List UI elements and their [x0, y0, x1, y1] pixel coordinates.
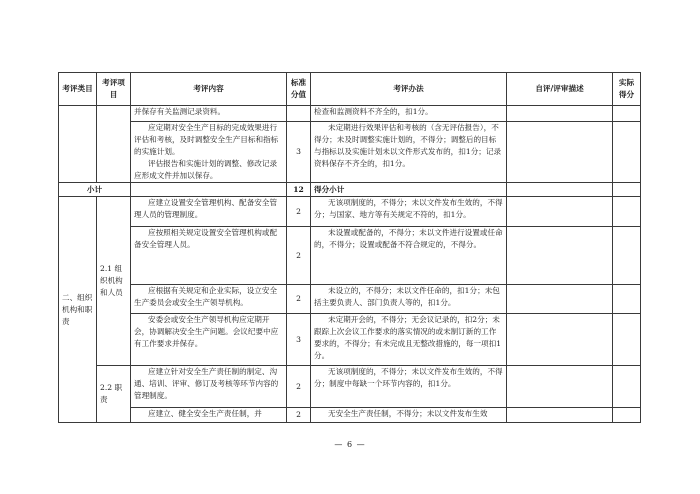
- table-row: [59, 227, 641, 285]
- method-cell: 未设置或配备的，不得分；未以文件进行设置或任命的，不得分；设置或配备不符合规定的，不得分。: [311, 227, 507, 285]
- method-cell: 无该项制度的，不得分；未以文件发布生效的，不得分；与国家、地方等有关规定不符的，扣1分。: [311, 197, 507, 227]
- content-cell: 安委会或安全生产领导机构应定期开会，协调解决安全生产问题。会议纪要中应有工作要求并保存。: [131, 314, 287, 366]
- table-row: [59, 366, 641, 408]
- score-cell: 2: [287, 197, 311, 227]
- actual-score-cell[interactable]: [613, 227, 641, 285]
- self-eval-cell[interactable]: [507, 122, 613, 183]
- subtotal-label: 小计: [59, 183, 131, 197]
- method-cell: 未定期开会的，不得分；无会议记录的，扣2分；未跟踪上次会议工作要求的落实情况的或未制订新的工作要求的，不得分；有未完成且无整改措施的，每一项扣1分。: [311, 314, 507, 366]
- subtotal-score: 12: [287, 183, 311, 197]
- actual-score-cell[interactable]: [613, 314, 641, 366]
- header-method: 考评办法: [311, 73, 507, 106]
- method-cell: 未定期进行效果评估和考核的（含无评估报告），不得分；未及时调整实施计划的，不得分；调整后的目标与指标以及实施计划未以文件形式发布的，扣1分；记录资料保存不齐全的，扣1分。: [311, 122, 507, 183]
- table-row: [59, 197, 641, 227]
- table-row: [59, 106, 641, 122]
- actual-score-cell[interactable]: [613, 106, 641, 122]
- table-row: [59, 408, 641, 423]
- method-cell: 未设立的，不得分；未以文件任命的，扣1分；未包括主要负责人、部门负责人等的，扣1分。: [311, 285, 507, 314]
- header-item: 考评项目: [97, 73, 131, 106]
- content-cell: 应建立、健全安全生产责任制，并: [131, 408, 287, 423]
- score-cell: 2: [287, 408, 311, 423]
- actual-score-cell[interactable]: [613, 408, 641, 423]
- method-text: 检查和监测资料不齐全的，扣1分。: [314, 107, 433, 116]
- content-cell: 应建立设置安全管理机构、配备安全管理人员的管理制度。: [131, 197, 287, 227]
- content-cell: 应根据有关规定和企业实际，设立安全生产委员会或安全生产领导机构。: [131, 285, 287, 314]
- self-eval-cell[interactable]: [507, 183, 613, 197]
- self-eval-cell[interactable]: [507, 366, 613, 408]
- score-cell: 2: [287, 227, 311, 285]
- actual-score-cell[interactable]: [613, 285, 641, 314]
- score-cell: 3: [287, 314, 311, 366]
- score-cell: 3: [287, 122, 311, 183]
- header-category: 考评类目: [59, 73, 97, 106]
- self-eval-cell[interactable]: [507, 314, 613, 366]
- content-cell: [131, 106, 287, 122]
- content-cell: 应按照相关规定设置安全管理机构或配备安全管理人员。: [131, 227, 287, 285]
- score-cell: 2: [287, 366, 311, 408]
- header-content: 考评内容: [131, 73, 287, 106]
- self-eval-cell[interactable]: [507, 106, 613, 122]
- header-score: 标准分值: [287, 73, 311, 106]
- category-cell-empty: [59, 106, 97, 183]
- actual-score-cell[interactable]: [613, 366, 641, 408]
- method-cell: 无安全生产责任制，不得分；未以文件发布生效: [311, 408, 507, 423]
- self-eval-cell[interactable]: [507, 197, 613, 227]
- content-text: 评估报告和实施计划的调整、修改记录应形成文件并加以保存。: [134, 159, 278, 180]
- method-cell: [311, 106, 507, 122]
- item-organization-personnel: 2.1 组织机构和人员: [97, 197, 131, 366]
- evaluation-table: [58, 72, 641, 423]
- self-eval-cell[interactable]: [507, 285, 613, 314]
- method-cell: 无该项制度的，不得分；未以文件发布生效的，不得分；制度中每缺一个环节内容的，扣1分。: [311, 366, 507, 408]
- page-number: — 6 —: [334, 440, 366, 449]
- actual-score-cell[interactable]: [613, 183, 641, 197]
- subtotal-row: [59, 183, 641, 197]
- header-actual: 实际得分: [613, 73, 641, 106]
- item-cell-empty: [97, 106, 131, 183]
- actual-score-cell[interactable]: [613, 122, 641, 183]
- content-text: 并保存有关监测记录资料。: [134, 107, 226, 116]
- table-row: [59, 122, 641, 183]
- category-organization: 二、组织机构和职责: [59, 197, 97, 423]
- self-eval-cell[interactable]: [507, 227, 613, 285]
- score-cell: 2: [287, 285, 311, 314]
- content-cell: [131, 122, 287, 183]
- table-row: [59, 285, 641, 314]
- header-self-eval: 自评/评审描述: [507, 73, 613, 106]
- score-cell: [287, 106, 311, 122]
- subtotal-empty: [131, 183, 287, 197]
- item-responsibilities: 2.2 职责: [97, 366, 131, 423]
- self-eval-cell[interactable]: [507, 408, 613, 423]
- subtotal-method: 得分小计: [311, 183, 507, 197]
- actual-score-cell[interactable]: [613, 197, 641, 227]
- table-header-row: [59, 73, 641, 106]
- content-text: 应定期对安全生产目标的完成效果进行评估和考核，及时调整安全生产目标和指标的实施计划。: [134, 123, 279, 156]
- table-row: [59, 314, 641, 366]
- content-cell: 应建立针对安全生产责任制的制定、沟通、培训、评审、修订及考核等环节内容的管理制度。: [131, 366, 287, 408]
